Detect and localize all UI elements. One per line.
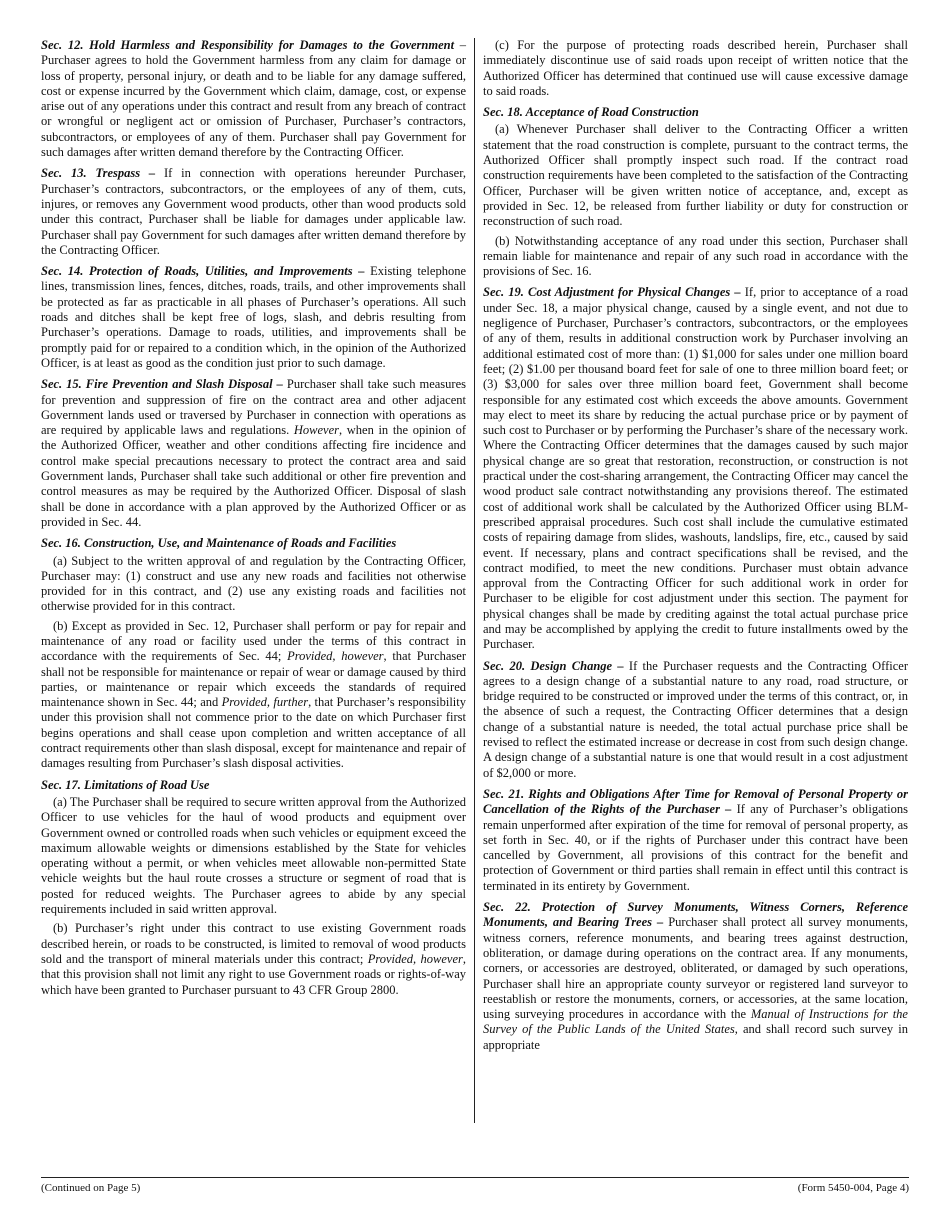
section-19-body: If, prior to acceptance of a road under Sec. 18, a major physical change, caused by a single event, and not due to negligence of Purchaser, Purchaser’s contractors, subcontractors, or the employees of any of them, results in additional construction work by Purchaser involving an additional estimated cost of more than: (1) $1,000 for sales under one million board feet; (2) $1.00 per thousand board feet for sale of one to three million board feet; or (3) $3,000 for sales over three million board feet, Government shall become responsible for any estimated cost which exceeds the above amounts. Government may elect to meet its share by reducing the actual purchase price or by payment of such cost to Purchaser or by performing the Purchaser’s share of the necessary work. Where the Contracting Officer determines that the damages caused by such major physical change are so great that restoration, reconstruction, or construction is not practical under the cost-sharing arrangement, the Contracting Officer may cancel the wood product sale contract notwithstanding any provisions thereof. The estimated cost of additional work shall be calculated by the Authorized Officer using BLM-prescribed appraisal procedures. Such cost shall include the cumulative estimated costs of repairing damage from slides, washouts, landslips, fire, etc., caused by said event. If necessary, plans and contract specifications shall be revised, and the contract modified, to meet the new conditions. Purchaser must obtain advance approval from the Contracting Officer for such additional work in order for Purchaser to be eligible for cost adjustment under this section. The payment for physical changes shall be made by crediting against the total actual purchase price and may be accomplished by applying the credit to future installments owed by the Purchaser. bbox=[483, 285, 908, 652]
section-12-heading: Sec. 12. Hold Harmless and Responsibility for Damages to the Government bbox=[41, 38, 455, 52]
section-17-b-text-1: (b) Purchaser’s right under this contract to use existing Government roads described herein, or roads to be constructed, is limited to removal of wood products sold and the transport of mineral materials under this contract; bbox=[41, 921, 466, 966]
section-14-body: Existing telephone lines, transmission lines, fences, ditches, roads, trails, and other improvements shall be protected as far as practicable in all phases of Purchaser’s operations. All such roads and ditches shall be kept free of logs, slash, and debris resulting from Purchaser’s operations. Damage to roads, utilities, and improvements shall be promptly paid for or repaired to a condition which, in the opinion of the Authorized Officer, is at least as good as the condition just prior to such damage. bbox=[41, 264, 466, 370]
left-column bbox=[41, 38, 466, 1004]
section-15-heading: Sec. 15. Fire Prevention and Slash Disposal – bbox=[41, 377, 283, 392]
section-16 bbox=[41, 536, 466, 771]
footer-rule bbox=[41, 1177, 909, 1178]
section-14-heading: Sec. 14. Protection of Roads, Utilities, and Improvements – bbox=[41, 264, 365, 279]
section-21-body: If any of Purchaser’s obligations remain unperformed after expiration of the time for removal of personal property, as set forth in Sec. 40, or if the rights of Purchaser under this contract have been cancelled by Government, all provisions of this contract for the benefit and protection of Government or third parties shall remain in effect until this contract is terminated in its entirety by Government. bbox=[483, 802, 908, 893]
section-13-heading: Sec. 13. Trespass – bbox=[41, 166, 156, 181]
column-divider bbox=[474, 38, 475, 1123]
section-16-provided-however: Provided, however bbox=[287, 649, 384, 664]
document-page bbox=[41, 38, 909, 1130]
section-16-para-b bbox=[41, 619, 466, 772]
section-15 bbox=[41, 377, 466, 530]
section-16-b-text-3: , that Purchaser’s responsibility under this provision shall not commence prior to the date on which Purchaser first begins operations and shall cease upon completion and written acceptance of all contract requirements other than slash disposal, except for maintenance and repair of damages resulting from Purchaser’s slash disposal activities. bbox=[41, 695, 467, 771]
section-17 bbox=[41, 778, 466, 998]
section-17-para-a: (a) The Purchaser shall be required to secure written approval from the Authorized Officer to use vehicles for the haul of wood products and equipment over Government owned or controlled roads when such vehicles or equipment exceed the maximum allowable weights or dimensions established by the State for vehicles operating without a permit, or when vehicles meet allowable non-permitted State vehicle weights but the haul route crosses a structure or segment of road that is posted for reduced weights. The Purchaser agrees to abide by any special requirements included in said written approval. bbox=[41, 794, 466, 917]
section-13 bbox=[41, 166, 466, 258]
section-16-b-text-1: (b) Except as provided in Sec. 12, Purchaser shall perform or pay for repair and maintenance of any road or facility used under the terms of this contract in accordance with the requirements of Sec. 44; bbox=[41, 618, 466, 664]
section-22 bbox=[483, 900, 908, 1053]
section-18 bbox=[483, 105, 908, 279]
section-16-provided-further: Provided, further bbox=[221, 695, 309, 710]
section-16-heading: Sec. 16. Construction, Use, and Maintenance of Roads and Facilities bbox=[41, 536, 397, 551]
section-12 bbox=[41, 38, 466, 160]
section-22-heading: Sec. 22. Protection of Survey Monuments, Witness Corners, Reference Monuments, and Bearing Trees – bbox=[483, 900, 908, 930]
footer-form-page: (Form 5450-004, Page 4) bbox=[797, 1182, 909, 1194]
section-22-body-1: Purchaser shall protect all survey monuments, witness corners, reference monuments, and bearing trees against destruction, obliteration, or damage during operations on the contract area. If any monuments, corners, or accessories are destroyed, obliterated, or damaged by such operations, Purchaser shall hire an appropriate county surveyor or registered land surveyor to reestablish or restore the monuments, corners, or accessories, at the same location, using surveying procedures in accordance with the bbox=[483, 915, 909, 1022]
section-22-body-2: , and shall record such survey in appropriate bbox=[483, 1022, 908, 1052]
section-21 bbox=[483, 787, 908, 894]
section-21-heading: Sec. 21. Rights and Obligations After Time for Removal of Personal Property or Cancellation of the Rights of the Purchaser – bbox=[483, 786, 908, 817]
section-18-heading: Sec. 18. Acceptance of Road Construction bbox=[483, 105, 699, 120]
section-17-provided-however: Provided, however bbox=[367, 951, 463, 966]
section-13-body: If in connection with operations hereunder Purchaser, Purchaser’s contractors, subcontractors, or the employees of any of them, cuts, injures, or removes any Government wood products, other than wood products sold under this contract, Purchaser shall be liable for damages under applicable law. Purchaser shall pay Government for such damages after written demand therefore by the Contracting Officer. bbox=[41, 166, 466, 257]
section-16-para-a: (a) Subject to the written approval of and regulation by the Contracting Officer, Purchaser may: (1) construct and use any new roads and facilities not otherwise provided for in this contract, and (2) use any existing roads and facilities not otherwise provided for in this contract. bbox=[41, 553, 466, 614]
section-17-heading: Sec. 17. Limitations of Road Use bbox=[41, 777, 210, 792]
footer-continued: (Continued on Page 5) bbox=[41, 1182, 141, 1194]
section-19 bbox=[483, 285, 908, 652]
section-15-however: However bbox=[293, 423, 339, 438]
section-18-para-b: (b) Notwithstanding acceptance of any road under this section, Purchaser shall remain liable for maintenance and repair of any such road in accordance with the provisions of Sec. 16. bbox=[483, 233, 908, 279]
section-17-c-text: (c) For the purpose of protecting roads described herein, Purchaser shall immediately discontinue use of said roads upon receipt of written notice that the Authorized Officer has determined that continued use will cause excessive damage to said roads. bbox=[483, 38, 908, 98]
section-15-body-2: , when in the opinion of the Authorized Officer, weather and other conditions affecting fire incidence and control make special precautions necessary to protect the contract area and said Government lands, Purchaser shall take such additional or other fire prevention and control measures as may be required by the Authorized Officer. Disposal of slash shall be done in accordance with a plan approved by the Authorized Officer or as provided in Sec. 44. bbox=[41, 423, 466, 529]
section-12-body: – Purchaser agrees to hold the Government harmless from any claim for damage or loss of property, personal injury, or death and to be liable for any damage suffered, cost or expense incurred by the Government which claim, damage, cost, or expense arise out of any operations under this contract and result from any breach of contract or wrongful or negligent act or omission of Purchaser, Purchaser’s contractors, subcontractors, or employees of any of them. Purchaser shall pay Government for such damages after written demand therefore by the Contracting Officer. bbox=[41, 38, 466, 160]
section-20 bbox=[483, 659, 908, 781]
section-18-para-a: (a) Whenever Purchaser shall deliver to the Contracting Officer a written statement that the road construction is complete, pursuant to the contract terms, the Authorized Officer shall promptly inspect such road. If the contract road construction requirements have been completed to the satisfaction of the Contracting Officer, Purchaser will be given written notice of acceptance, and, except as provided in Sec. 12, be released from further liability or duty for construction or reconstruction of such road. bbox=[483, 122, 908, 229]
section-15-body-1: Purchaser shall take such measures for prevention and suppression of fire on the contract area and other adjacent Government lands used or traversed by Purchaser in connection with operations as are required by applicable laws and regulations. bbox=[41, 377, 466, 438]
section-20-body: If the Purchaser requests and the Contracting Officer agrees to a design change of a substantial nature to any road, road structure, or bridge required to be constructed or improved under the terms of this contract, or, in the absence of such a request, the Contracting Officer determines that a design change of a substantial nature is needed, the total actual purchase price shall be revised to reflect the estimated increase or decrease in cost from such design change. A design change of a substantial nature is one that would result in a cost adjustment of $2,000 or more. bbox=[483, 658, 908, 780]
section-17-para-c bbox=[483, 38, 908, 99]
section-20-heading: Sec. 20. Design Change – bbox=[483, 658, 624, 673]
section-14 bbox=[41, 264, 466, 371]
section-16-b-text-2: , that Purchaser shall not be responsible for maintenance or repair of wear or damage caused by third parties, or maintenance or repair which exceeds the standards of required maintenance shown in Sec. 44; and bbox=[41, 649, 467, 710]
section-19-heading: Sec. 19. Cost Adjustment for Physical Changes – bbox=[483, 285, 741, 300]
section-17-para-b bbox=[41, 921, 466, 997]
right-column bbox=[483, 38, 908, 1059]
section-22-manual-title: Manual of Instructions for the Survey of the Public Lands of the United States bbox=[483, 1007, 908, 1037]
section-17-b-text-2: , that this provision shall not limit any right to use Government roads or rights-of-way which have been granted to Purchaser pursuant to 43 CFR Group 2800. bbox=[41, 951, 466, 997]
